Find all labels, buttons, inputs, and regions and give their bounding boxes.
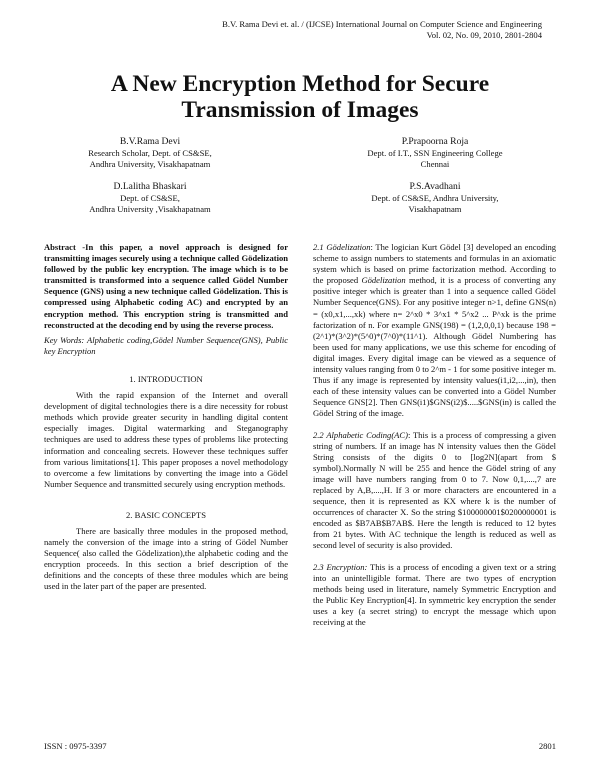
author-name: D.Lalitha Bhaskari	[113, 181, 187, 192]
subsection-2-1-heading: 2.1 Gödelization	[313, 242, 371, 252]
author-affiliation: Andhra University ,Visakhapatnam	[89, 204, 211, 215]
title-line-1: A New Encryption Method for Secure	[110, 71, 490, 97]
right-column	[313, 242, 556, 628]
author-affiliation: Dept. of CS&SE, Andhra University,	[371, 193, 499, 203]
paper-title	[0, 71, 600, 123]
section-1-body: With the rapid expansion of the Internet and overall development of digital technologies there is a dire necessity for robust methods which provide greater security in handling digital content especially images. Digital watermarking and Steganography techniques are used to address these types of problems like protecting information and concealing secrets. However these techniques suffer from various limitations[1]. This paper proposes a novel methodology to overcome a few limitations by converting the image into a Gödel Number Sequence and transmitted securely using encryption methods.	[44, 390, 288, 489]
author-affiliation: Andhra University, Visakhapatnam	[89, 159, 211, 170]
author-affiliation: Visakhapatnam	[408, 204, 462, 215]
section-2-body: There are basically three modules in the proposed method, namely the conversion of the image into a string of Gödel Number Sequence( also called the Gödelization),the alphabetic coding and the encryption proceeds. In this section a brief description of the definitions and the concepts of these three modules which are being used in the later part of the paper are presented.	[44, 525, 288, 592]
subsection-2-1: 2.1 Gödelization: The logician Kurt Gödel [3] developed an encoding scheme to assign numbers to statements and formulas in an axiomatic system which is based on prime factorization method. According to the proposed Gödelization method, it is a process of converting any positive integer which is greater than 1 into a sequence called Gödel Number Sequence(GNS). For any positive integer n>1, define GNS(n) = (x0,x1,...,xk) where n= 2^x0 * 3^x1 * 5^x2 ... P^xk is the prime factorization of n. For example GNS(198) = (1,2,0,0,1) because 198 = (2^1)*(3^2)*(5^0)*(7^0)*(11^1). Although Gödel Numbering has been used for many applications, we use this scheme for encoding of digital images. Every digital image can be viewed as a sequence of intensity values ranging from 0 to 2^m - 1 for some positive integer m. Thus if any image is represented by intensity values(i1,i2,...,in), then each of these intensity values can be converted into a Gödel Number Sequence GNS[2]. Then GNS(i1)$GNS(i2)$.....$GNS(in) is called the Gödel String of the image.	[313, 242, 557, 419]
keywords: Key Words: Alphabetic coding,Gödel Number Sequence(GNS), Public key Encryption	[44, 334, 288, 356]
author-block-4	[330, 180, 540, 215]
issn: ISSN : 0975-3397	[44, 741, 107, 751]
author-affiliation: Dept. of I.T., SSN Engineering College	[367, 148, 503, 158]
author-block-2	[330, 135, 540, 170]
subsection-2-3-heading: 2.3 Encryption:	[313, 561, 368, 572]
author-block-3	[40, 180, 260, 215]
subsection-2-2: 2.2 Alphabetic Coding(AC): This is a process of compressing a given string of numbers. If an image has N intensity values then the Gödel String consists of the digits 0 to [log2N](apart from $ symbol).Normally N will be 255 and hence the Gödel string of any image will have numbers ranging from 0 to 7. Now 0,1,....,7 are replaced by A,B,....,H. If 3 or more characters are encountered in a sequence, then it is represented as KX where k is the number of occurrences of character X. So the string $100000001$0200000001 is encoded as $B7AB$B7AB$. Here the length is reduced to 12 bytes from 21 bytes. With AC technique the length is reduced as well as second level of security is also provided.	[313, 429, 556, 551]
author-name: P.Prapoorna Roja	[401, 136, 469, 147]
section-2-heading: 2. BASIC CONCEPTS	[126, 509, 206, 520]
abstract: Abstract -In this paper, a novel approach is designed for transmitting images securely using a technique called Gödelization followed by the public key encryption. The image which is to be transmitted is transformed into a sequence called Gödel Number Sequence (GNS) using a new technique called Gödelization. This is compressed using Alphabetic coding AC) and encrypted by an encryption method. This encryption string is transmitted and reconstructed at the decoding end by using the reverse process.	[44, 242, 288, 330]
author-affiliation: Chennai	[420, 159, 450, 170]
header-journal: B.V. Rama Devi et. al. / (IJCSE) International Journal on Computer Science and Engineering	[222, 19, 542, 29]
running-header	[142, 19, 542, 41]
author-name: B.V.Rama Devi	[119, 136, 181, 147]
author-affiliation: Research Scholar, Dept. of CS&SE,	[88, 148, 212, 158]
title-line-2: Transmission of Images	[181, 97, 419, 123]
left-column	[44, 242, 288, 593]
author-name: P.S.Avadhani	[409, 181, 461, 192]
subsection-2-2-heading: 2.2 Alphabetic Coding(AC)	[313, 429, 408, 440]
page-number: 2801	[538, 741, 556, 751]
author-block-1	[40, 135, 260, 170]
section-1-heading: 1. INTRODUCTION	[129, 373, 203, 384]
header-volume: Vol. 02, No. 09, 2010, 2801-2804	[426, 30, 542, 41]
author-affiliation: Dept. of CS&SE,	[120, 193, 180, 203]
subsection-2-3: 2.3 Encryption: This is a process of encoding a given text or a string into an unintelligible format. There are two types of encryption methods being used in literature, namely Symmetric Encryption and the Public Key Encryption[4]. In symmetric key encryption the sender uses a key (a secret string) to encrypt the message which upon receiving at the	[313, 561, 556, 627]
